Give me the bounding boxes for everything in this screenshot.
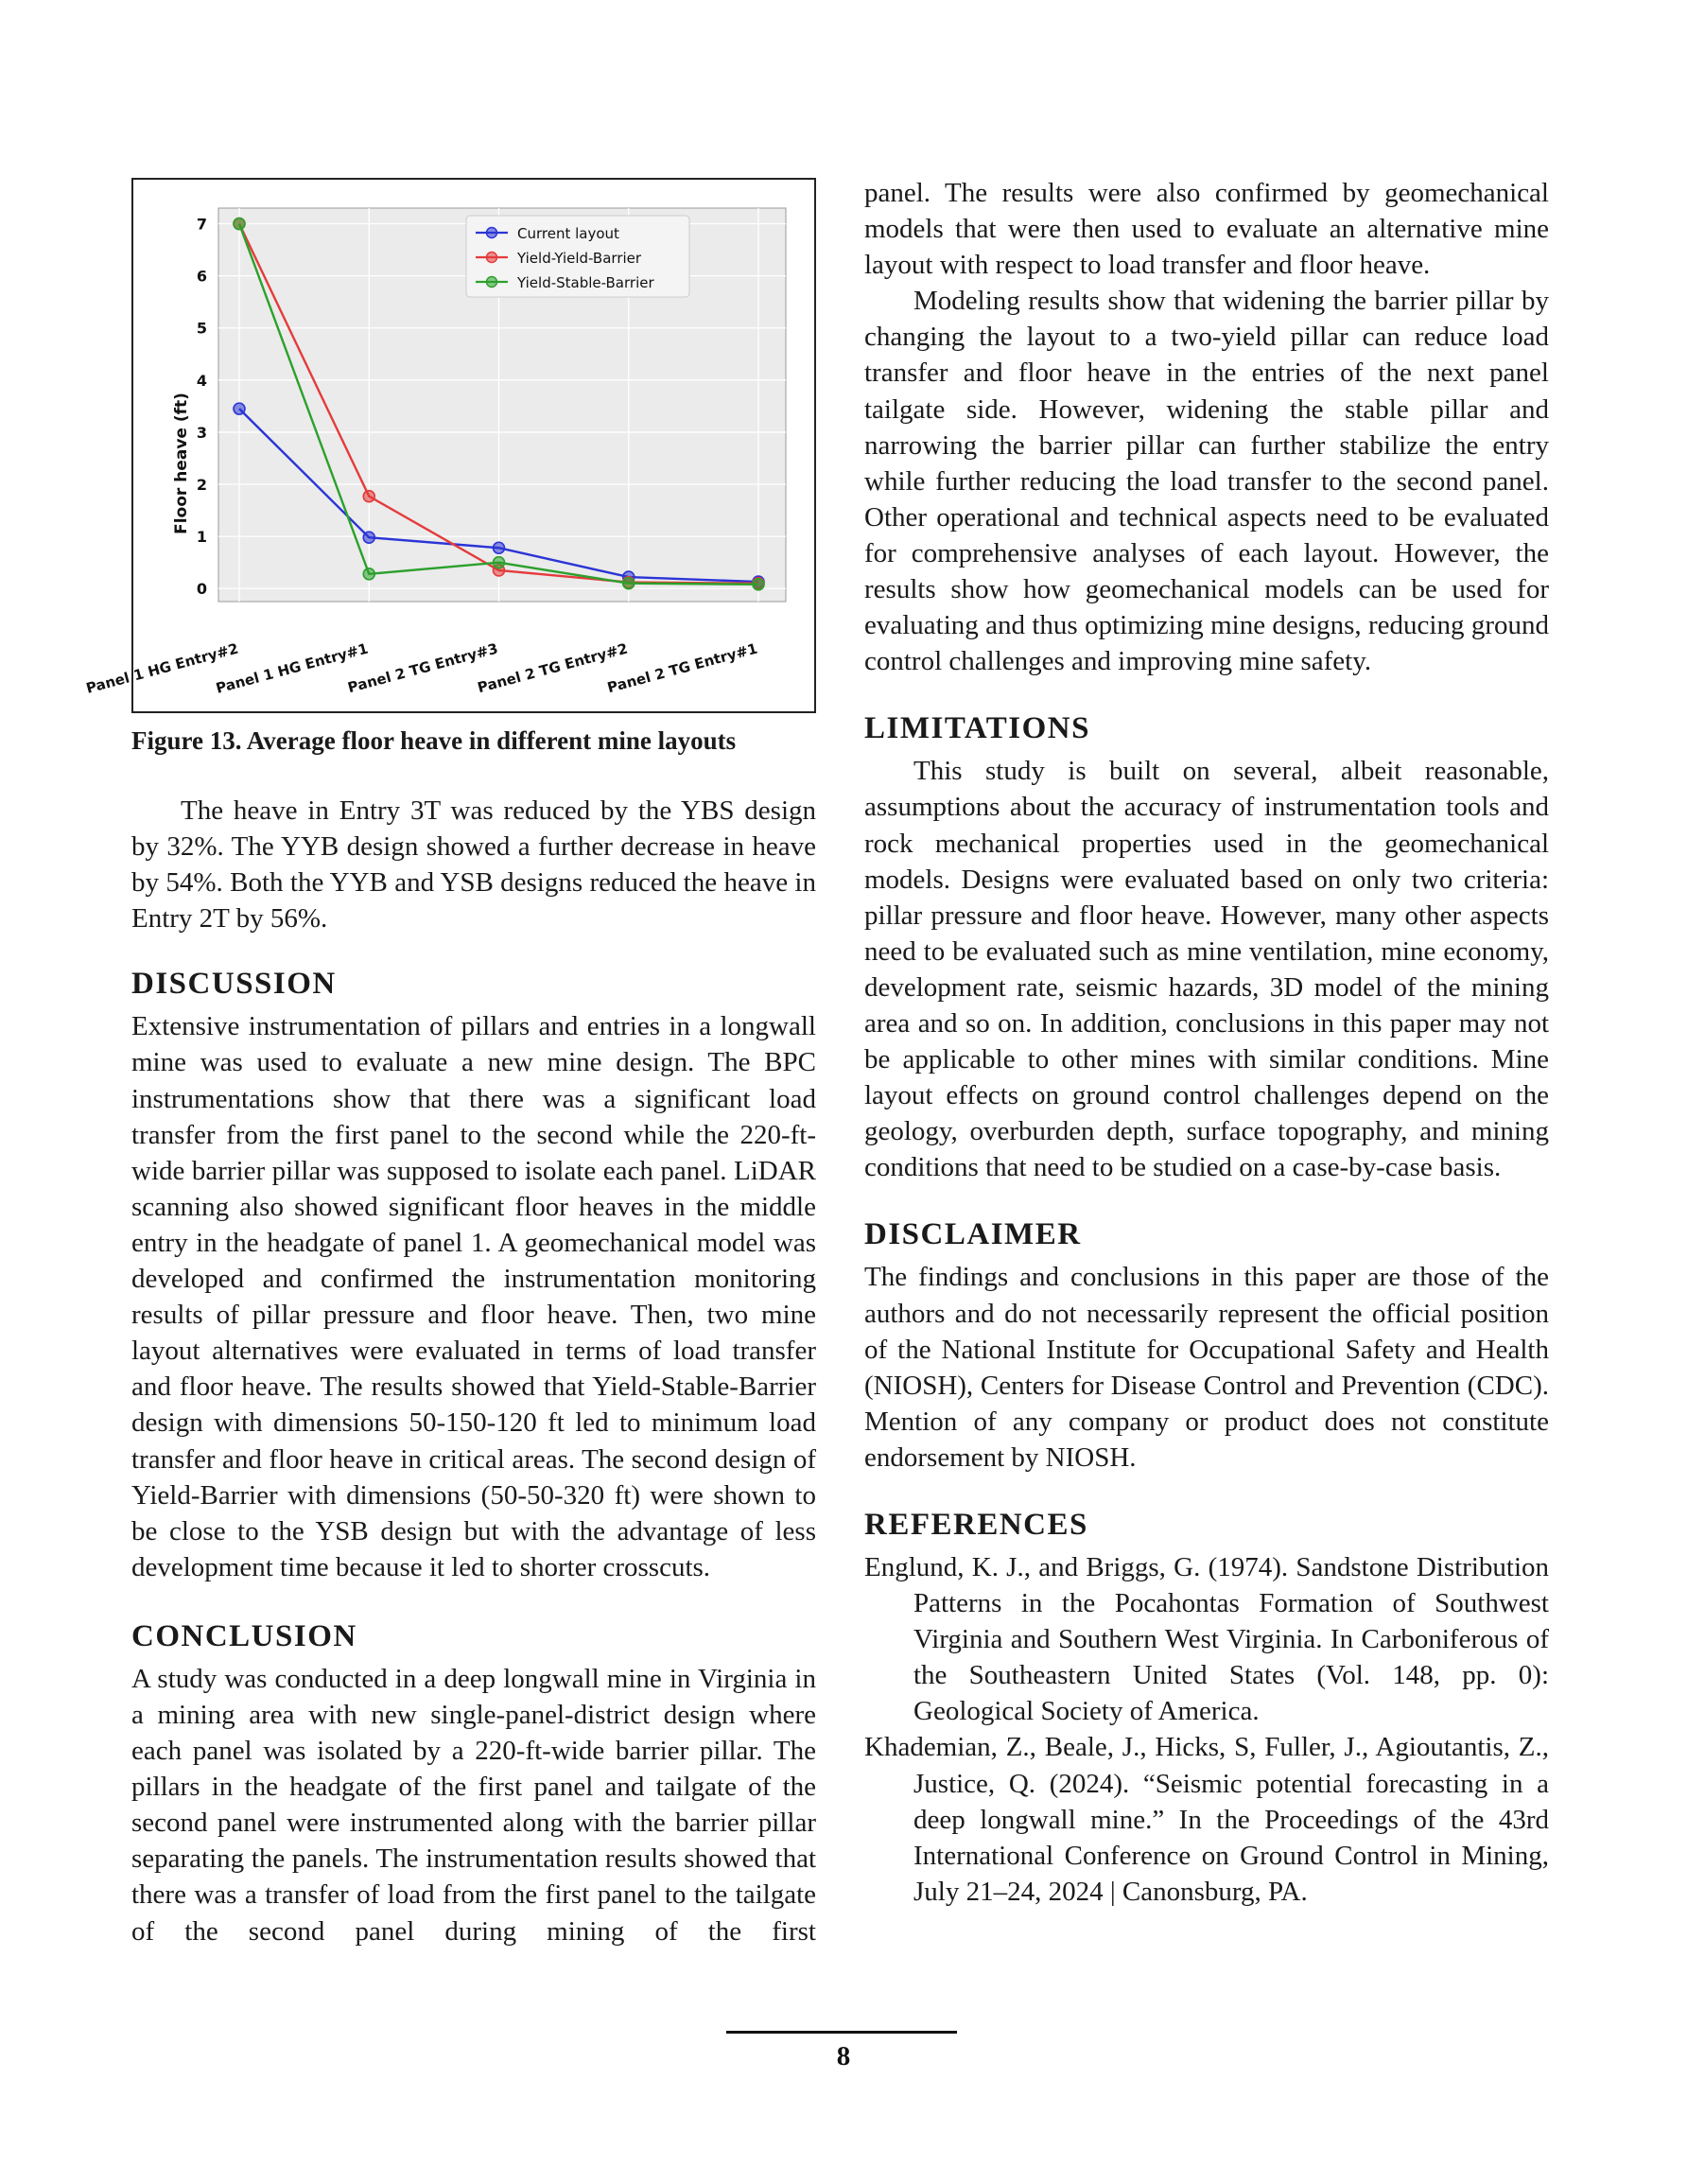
y-tick-label: 6 [196, 267, 207, 286]
data-point [234, 403, 245, 414]
footer-rule [726, 2031, 957, 2034]
y-tick-label: 2 [196, 476, 207, 495]
discussion-paragraph: Extensive instrumentation of pillars and entries in a longwall mine was used to evaluate a new mine design. The BPC instrumentations show that there was a significant load transfer from the first panel to the second while the 220-ft-wide barrier pillar was supposed to isolate each panel. LiDAR scanning also showed significant floor heaves in the middle entry in the headgate of panel 1. A geomechanical model was developed and confirmed the instrumentation monitoring results of pillar pressure and floor heave. Then, two mine layout alternatives were evaluated in terms of load transfer and floor heave. The results showed that Yield-Stable-Barrier design with dimensions 50-150-120 ft led to minimum load transfer and floor heave in critical areas. The second design of Yield-Barrier with dimensions (50-50-320 ft) were shown to be close to the YSB design but with the advantage of less development time because it led to shorter crosscuts. [131, 1011, 816, 1582]
data-point [363, 491, 374, 502]
floor-heave-chart [84, 180, 814, 711]
y-tick-label: 3 [196, 423, 207, 442]
figure-frame [84, 178, 816, 713]
left-column [131, 793, 816, 1949]
legend-marker [487, 277, 497, 288]
limitations-heading: LIMITATIONS [864, 711, 1090, 746]
x-tick-label: Panel 2 TG Entry#1 [605, 639, 760, 697]
chart-legend [466, 216, 689, 297]
y-tick-label: 5 [196, 319, 207, 338]
data-point [363, 532, 374, 543]
heave-paragraph: The heave in Entry 3T was reduced by the YBS design by 32%. The YYB design showed a further decrease in heave by 54%. Both the YYB and YSB designs reduced the heave in Entry 2T by 56%. [131, 795, 816, 935]
legend-marker [487, 253, 497, 263]
data-point [494, 542, 505, 553]
reference-item: Englund, K. J., and Briggs, G. (1974). Sandstone Distribution Patterns in the Pocahontas Formation of Southwest Virginia and Southern West Virginia. In Carboniferous of the Southeastern United States (Vol. 148, pp. 0): Geological Society of America. [864, 1552, 1549, 1727]
data-point [753, 579, 764, 590]
reference-item: Khademian, Z., Beale, J., Hicks, S, Fuller, J., Agioutantis, Z., Justice, Q. (2024). “Seismic potential forecasting in a deep longwall mine.” In the Proceedings of the 43rd International Conference on Ground Control in Mining, July 21–24, 2024 | Canonsburg, PA. [864, 1732, 1549, 1907]
x-tick-label: Panel 1 HG Entry#1 [214, 639, 371, 697]
data-point [494, 557, 505, 568]
y-tick-label: 7 [196, 215, 207, 234]
x-tick-label: Panel 2 TG Entry#2 [476, 639, 630, 697]
x-tick-label: Panel 2 TG Entry#3 [345, 639, 500, 697]
x-tick-labels [84, 639, 759, 696]
conclusion-paragraph: A study was conducted in a deep longwall mine in Virginia in a mining area with new single-panel-district design where each panel was isolated by a 220-ft-wide barrier pillar. The pillars in the headgate of the first panel and tailgate of the second panel were instrumented along with the barrier pillar separating the panels. The instrumentation results showed that there was a transfer of load from the first panel to the tailgate of the second panel during mining of the first [131, 1663, 816, 1947]
references-heading: REFERENCES [864, 1508, 1088, 1542]
disclaimer-paragraph: The findings and conclusions in this paper are those of the authors and do not necessarily represent the official position of the National Institute for Occupational Safety and Health (NIOSH), Centers for Disease Control and Prevention (CDC). Mention of any company or product does not constitute endorsement by NIOSH. [864, 1262, 1549, 1473]
disclaimer-heading: DISCLAIMER [864, 1217, 1082, 1252]
right-column [864, 175, 1549, 1910]
legend-label: Yield-Stable-Barrier [517, 274, 654, 291]
y-tick-label: 1 [196, 528, 207, 547]
data-point [234, 218, 245, 230]
legend-marker [487, 228, 497, 238]
limitations-paragraph: This study is built on several, albeit reasonable, assumptions about the accuracy of instrumentation tools and rock mechanical properties used in the geomechanical models. Designs were evaluated based on only two criteria: pillar pressure and floor heave. However, many other aspects need to be evaluated such as mine ventilation, mine economy, development rate, seismic hazards, 3D model of the mining area and so on. In addition, conclusions in this paper may not be applicable to other mines with similar conditions. Mine layout effects on ground control challenges depend on the geology, overburden depth, surface topography, and mining conditions that need to be studied on a case-by-case basis. [864, 756, 1549, 1183]
modeling-paragraph: Modeling results show that widening the barrier pillar by changing the layout to a two-yield pillar can reduce load transfer and floor heave in the entries of the next panel tailgate side. However, widening the stable pillar and narrowing the barrier pillar can further stabilize the entry while further reducing the load transfer to the second panel. Other operational and technical aspects need to be evaluated for comprehensive analyses of each layout. However, the results show how geomechanical models can be used for evaluating and thus optimizing mine designs, reducing ground control challenges and improving mine safety. [864, 286, 1549, 677]
y-tick-label: 4 [196, 371, 207, 390]
conclusion-heading: CONCLUSION [131, 1618, 357, 1653]
data-point [363, 568, 374, 580]
x-tick-label: Panel 1 HG Entry#2 [84, 639, 241, 697]
legend-label: Yield-Yield-Barrier [517, 250, 642, 267]
y-tick-label: 0 [196, 580, 207, 599]
legend-label: Current layout [517, 225, 619, 242]
page-number: 8 [836, 2041, 851, 2071]
y-axis-label: Floor heave (ft) [172, 393, 191, 534]
discussion-heading: DISCUSSION [131, 967, 337, 1002]
figure-caption: Figure 13. Average floor heave in different mine layouts [131, 726, 737, 755]
conclusion-continued-paragraph: panel. The results were also confirmed by geomechanical models that were then used to evaluate an alternative mine layout with respect to load transfer and floor heave. [864, 178, 1549, 281]
data-point [623, 578, 635, 589]
y-tick-labels [197, 216, 207, 599]
